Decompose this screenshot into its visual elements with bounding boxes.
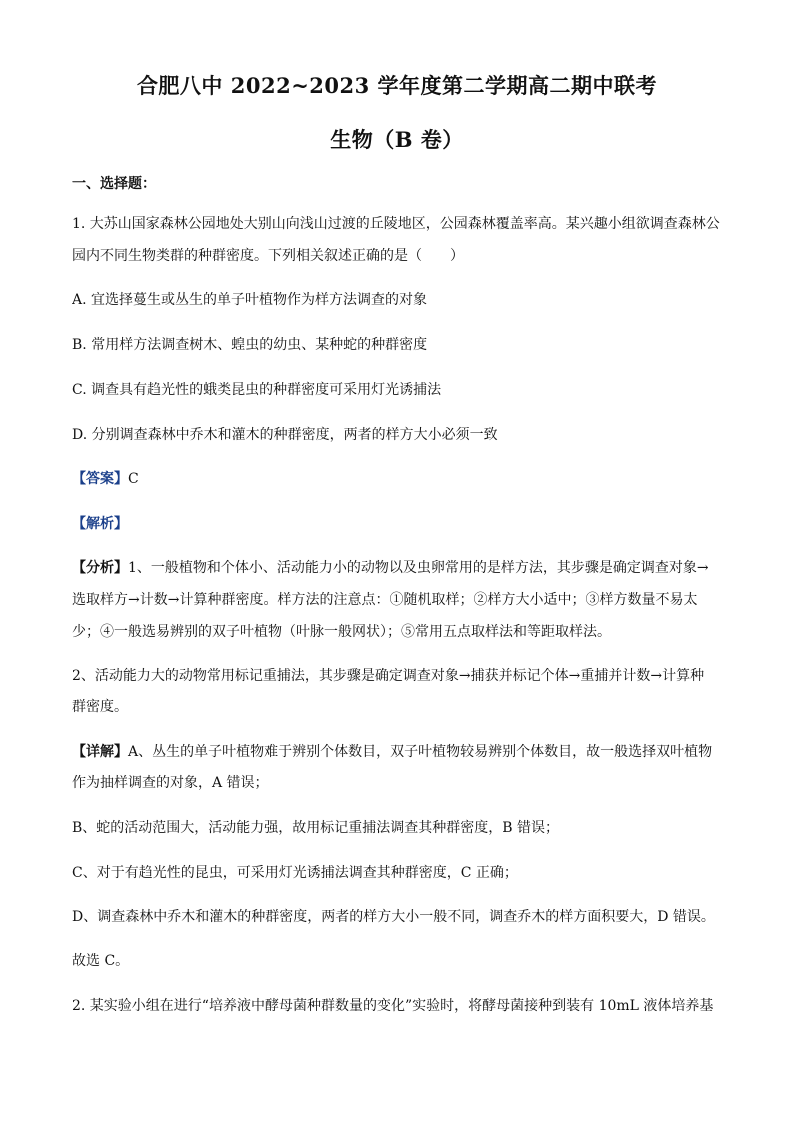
fenxi-line4: 2、活动能力大的动物常用标记重捕法，其步骤是确定调查对象→捕获并标记个体→重捕并计数→计算种 (72, 668, 705, 684)
xiangjie-tag: 【详解】 (72, 744, 128, 760)
option-b: B. 常用样方法调查树木、蝗虫的幼虫、某种蛇的种群密度 (72, 337, 428, 353)
answer-line (72, 469, 724, 489)
answer-tag: 【答案】 (72, 471, 128, 487)
option-a: A. 宜选择蔓生或丛生的单子叶植物作为样方法调查的对象 (72, 292, 428, 308)
question-1-stem-line2: 园内不同生物类群的种群密度。下列相关叙述正确的是（ ） (72, 248, 464, 264)
conclusion: 故选 C。 (72, 953, 130, 969)
fenxi-line1 (72, 558, 724, 578)
page-title: 合肥八中 2022~2023 学年度第二学期高二期中联考 (136, 73, 658, 98)
analysis-heading (72, 514, 724, 534)
page-subtitle: 生物（B 卷） (330, 127, 464, 152)
analysis-tag: 【解析】 (72, 516, 128, 532)
fenxi-text-1: 1、一般植物和个体小、活动能力小的动物以及虫卵常用的是样方法，其步骤是确定调查对象→ (128, 560, 709, 576)
question-1-stem-line1: 1. 大苏山国家森林公园地处大别山向浅山过渡的丘陵地区，公园森林覆盖率高。某兴趣小组欲调查森林公 (72, 216, 720, 232)
question-2-stem-line1: 2. 某实验小组在进行“培养液中酵母菌种群数量的变化”实验时，将酵母菌接种到装有 10mL 液体培养基 (72, 998, 714, 1014)
fenxi-line3: 少；④一般选易辨别的双子叶植物（叶脉一般网状）；⑤常用五点取样法和等距取样法。 (72, 624, 611, 640)
answer-value: C (128, 471, 139, 487)
xiangjie-line2: 作为抽样调查的对象，A 错误； (72, 775, 269, 791)
xiangjie-d: D、调查森林中乔木和灌木的种群密度，两者的样方大小一般不同，调查乔木的样方面积要大，D 错误。 (72, 909, 715, 925)
option-d: D. 分别调查森林中乔木和灌木的种群密度，两者的样方大小必须一致 (72, 427, 498, 443)
fenxi-line5: 群密度。 (72, 699, 128, 715)
xiangjie-b: B、蛇的活动范围大，活动能力强，故用标记重捕法调查其种群密度，B 错误； (72, 820, 560, 836)
section-heading: 一、选择题： (72, 176, 156, 192)
xiangjie-line1 (72, 742, 724, 762)
fenxi-line2: 选取样方→计数→计算种群密度。样方法的注意点：①随机取样；②样方大小适中；③样方数量不易太 (72, 592, 698, 608)
xiangjie-c: C、对于有趋光性的昆虫，可采用灯光诱捕法调查其种群密度，C 正确； (72, 865, 518, 881)
fenxi-tag: 【分析】 (72, 560, 128, 576)
option-c: C. 调查具有趋光性的蛾类昆虫的种群密度可采用灯光诱捕法 (72, 382, 442, 398)
xiangjie-text-1: A、丛生的单子叶植物难于辨别个体数目，双子叶植物较易辨别个体数目，故一般选择双叶植物 (128, 744, 713, 760)
